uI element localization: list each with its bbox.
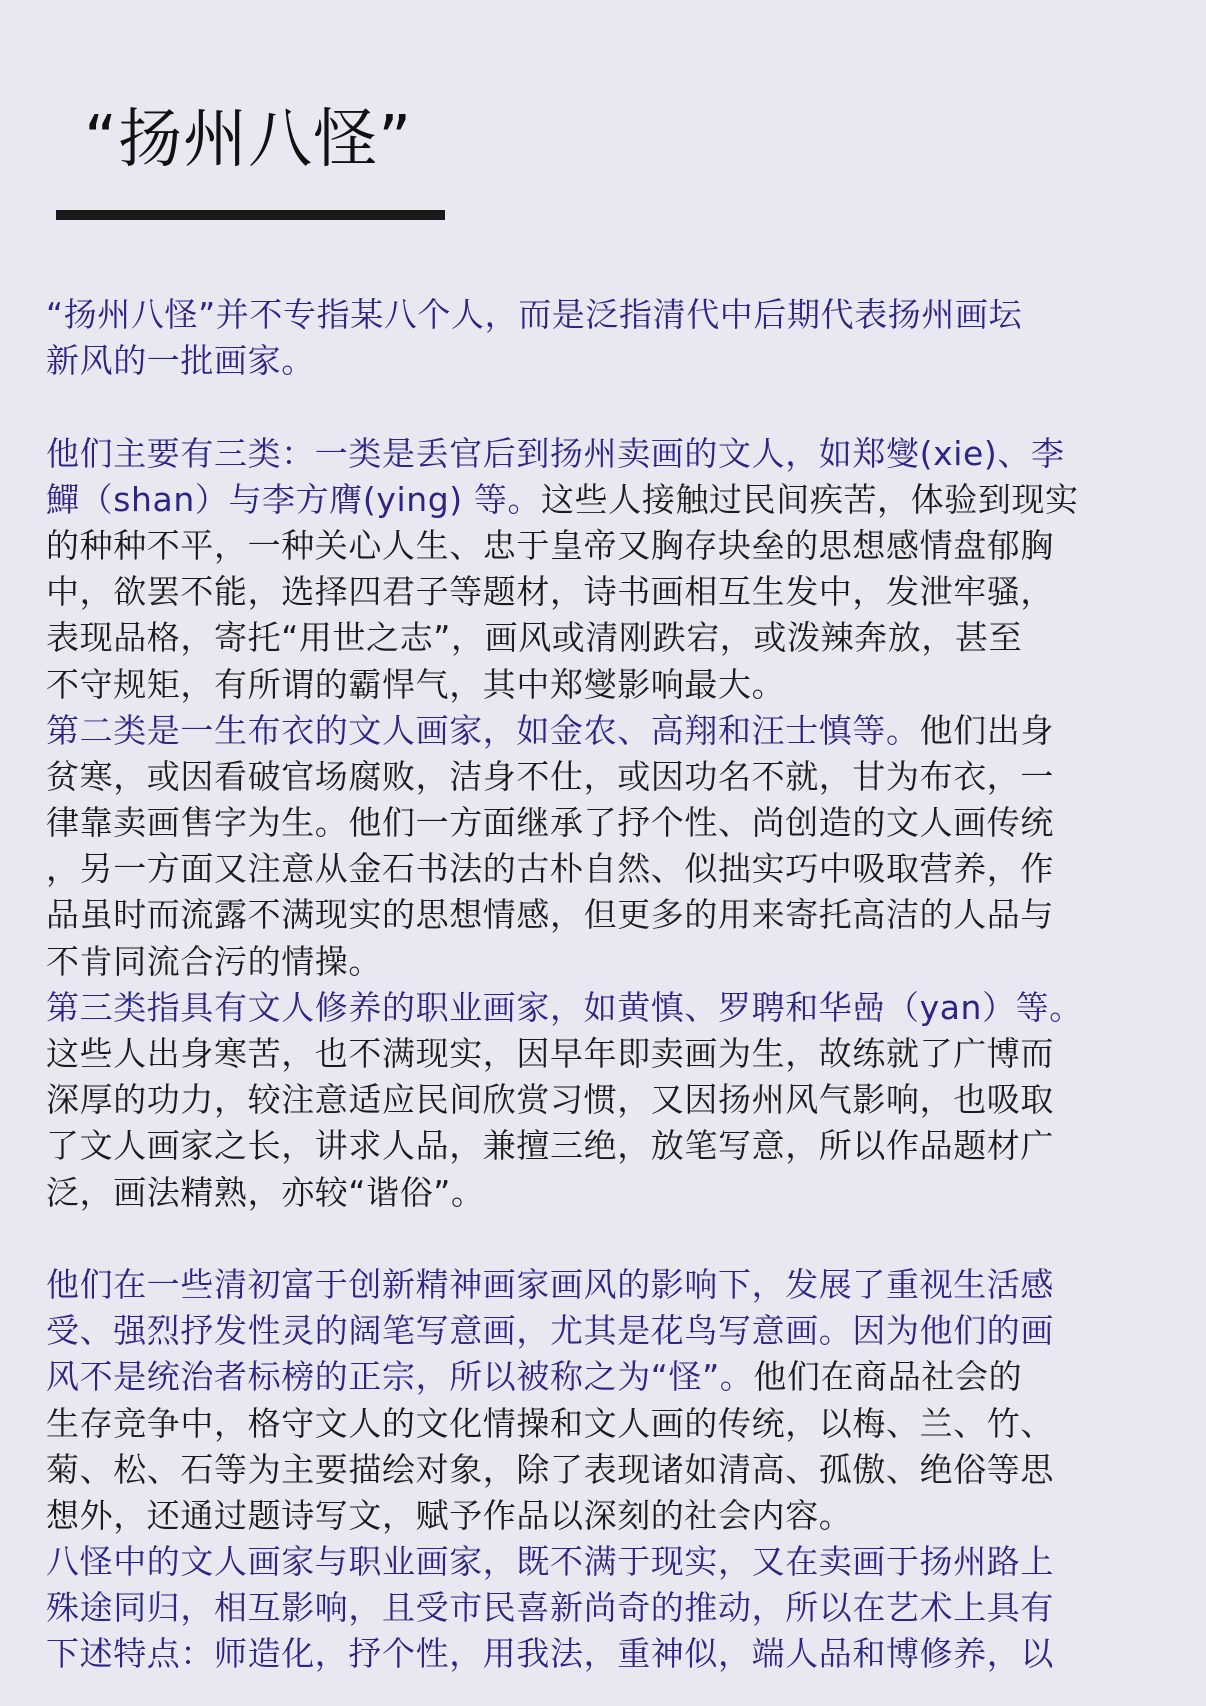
paragraph-3-line: 不肯同流合污的情操。 [46,941,382,981]
paragraph-4-line: 了文人画家之长，讲求人品，兼擅三绝，放笔写意，所以作品题材广 [46,1126,1054,1166]
paragraph-2-line: 中，欲罢不能，选择四君子等题材，诗书画相互生发中，发泄牢骚， [46,572,1054,612]
paragraph-3-line: 品虽时而流露不满现实的思想情感，但更多的用来寄托高洁的人品与 [46,895,1054,935]
paragraph-1-line: “扬州八怪”并不专指某八个人，而是泛指清代中后期代表扬州画坛 [46,295,1023,334]
paragraph-5-line: 生存竞争中，格守文人的文化情操和文人画的传统，以梅、兰、竹、 [46,1403,1054,1443]
paragraph-3-line: 律靠卖画售字为生。他们一方面继承了抒个性、尚创造的文人画传统 [46,803,1054,843]
article-body [46,292,1186,1678]
paragraph-4-line: 这些人出身寒苦，也不满现实，因早年即卖画为生，故练就了广博而 [46,1034,1054,1073]
paragraph-2-line: 的种种不平，一种关心人生、忠于皇帝又胸存块垒的思想感情盘郁胸 [46,525,1054,565]
paragraph-1-line: 新风的一批画家。 [46,341,315,381]
mixed-line-blue-part: 鱓（shan）与李方膺(ying) 等。 [46,479,542,519]
paragraph-3-line: ，另一方面又注意从金石书法的古朴自然、似拙实巧中吸取营养，作 [46,849,1054,889]
paragraph-5-line: 菊、松、石等为主要描绘对象，除了表现诸如清高、孤傲、绝俗等思 [46,1449,1054,1489]
paragraph-4-line: 泛，画法精熟，亦较“谐俗”。 [46,1172,485,1212]
mixed-line-blue-part: 第二类是一生布衣的文人画家，如金农、高翔和汪士慎等。 [46,710,920,750]
title-underline [56,210,445,220]
paragraph-6-line: 八怪中的文人画家与职业画家，既不满于现实，又在卖画于扬州路上 [46,1542,1054,1582]
paragraph-spacer [46,1216,1186,1262]
paragraph-2-line: 表现品格，寄托“用世之志”，画风或清刚跌宕，或泼辣奔放，甚至 [46,618,1023,658]
paragraph-6-line: 殊途同归，相互影响，且受市民喜新尚奇的推动，所以在艺术上具有 [46,1588,1054,1628]
paragraph-4-line: 深厚的功力，较注意适应民间欣赏习惯，又因扬州风气影响，也吸取 [46,1080,1054,1120]
paragraph-2-line: 不守规矩，有所谓的霸悍气，其中郑燮影响最大。 [46,664,786,704]
paragraph-4-line: 第三类指具有文人修养的职业画家，如黄慎、罗聘和华喦（yan）等。 [46,987,1083,1027]
paragraph-6-line: 下述特点：师造化，抒个性，用我法，重神似，端人品和博修养，以 [46,1634,1054,1674]
mixed-line-black-part: 他们出身 [919,710,1055,750]
paragraph-2-line [46,477,1186,523]
paragraph-spacer [46,384,1186,430]
paragraph-5-line [46,1354,1186,1400]
paragraph-5-line: 想外，还通过题诗写文，赋予作品以深刻的社会内容。 [46,1495,853,1535]
paragraph-5-line: 他们在一些清初富于创新精神画家画风的影响下，发展了重视生活感 [46,1264,1054,1304]
paragraph-3-line [46,708,1186,754]
page-title: “扬州八怪” [84,103,413,177]
mixed-line-blue-part: 风不是统治者标榜的正宗，所以被称之为“怪”。 [46,1357,754,1397]
paragraph-5-line: 受、强烈抒发性灵的阔笔写意画，尤其是花鸟写意画。因为他们的画 [46,1311,1054,1351]
paragraph-2-line: 他们主要有三类：一类是丢官后到扬州卖画的文人，如郑燮(xie)、李 [46,433,1065,473]
mixed-line-black-part: 他们在商品社会的 [753,1357,1023,1397]
paragraph-3-line: 贫寒，或因看破官场腐败，洁身不仕，或因功名不就，甘为布衣，一 [46,756,1054,796]
mixed-line-black-part: 这些人接触过民间疾苦，体验到现实 [541,479,1079,519]
